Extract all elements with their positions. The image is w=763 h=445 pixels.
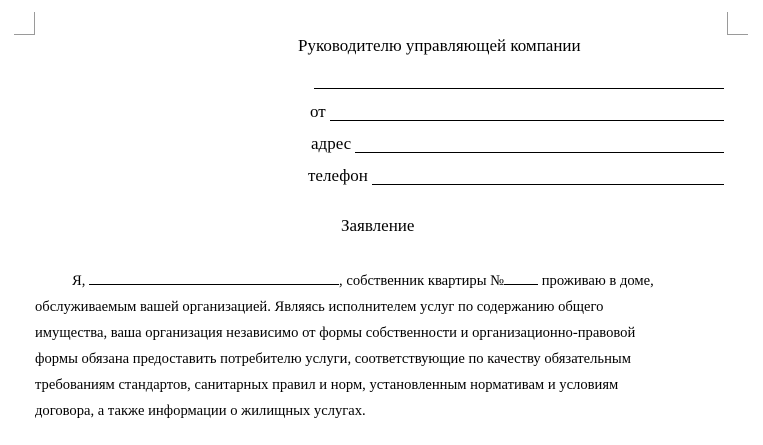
apartment-number-blank[interactable] bbox=[504, 270, 538, 285]
body-line-4: формы обязана предоставить потребителю услуги, соответствующие по качеству обязательным bbox=[35, 351, 631, 367]
crop-mark-top-left bbox=[14, 12, 35, 35]
body-line-1-end: проживаю в доме, bbox=[538, 273, 654, 289]
phone-label: телефон bbox=[308, 166, 368, 185]
crop-mark-top-right bbox=[727, 12, 748, 35]
phone-blank[interactable] bbox=[372, 183, 724, 185]
phone-field[interactable] bbox=[308, 162, 724, 186]
applicant-name-blank[interactable] bbox=[89, 270, 339, 285]
document-body bbox=[35, 268, 700, 424]
from-blank[interactable] bbox=[330, 119, 724, 121]
document-title: Заявление bbox=[341, 216, 415, 235]
from-label: от bbox=[310, 102, 326, 121]
addressee-line: Руководителю управляющей компании bbox=[298, 36, 581, 55]
from-field[interactable] bbox=[310, 98, 724, 122]
address-label: адрес bbox=[311, 134, 352, 153]
body-line-1 bbox=[35, 268, 700, 294]
body-line-1-middle: , собственник квартиры № bbox=[339, 273, 505, 289]
address-field[interactable] bbox=[311, 130, 724, 154]
body-line-5: требованиям стандартов, санитарных правил и норм, установленным нормативам и условиям bbox=[35, 377, 619, 393]
addressee-name-blank[interactable] bbox=[314, 87, 724, 89]
body-line-2: обслуживаемым вашей организацией. Являясь исполнителем услуг по содержанию общего bbox=[35, 299, 604, 315]
body-line-1-start: Я, bbox=[72, 273, 86, 289]
address-blank[interactable] bbox=[355, 151, 724, 153]
body-line-3: имущества, ваша организация независимо от формы собственности и организационно-правовой bbox=[35, 325, 636, 341]
addressee-name-field[interactable] bbox=[314, 66, 724, 90]
body-line-6: договора, а также информации о жилищных услугах. bbox=[35, 403, 366, 419]
